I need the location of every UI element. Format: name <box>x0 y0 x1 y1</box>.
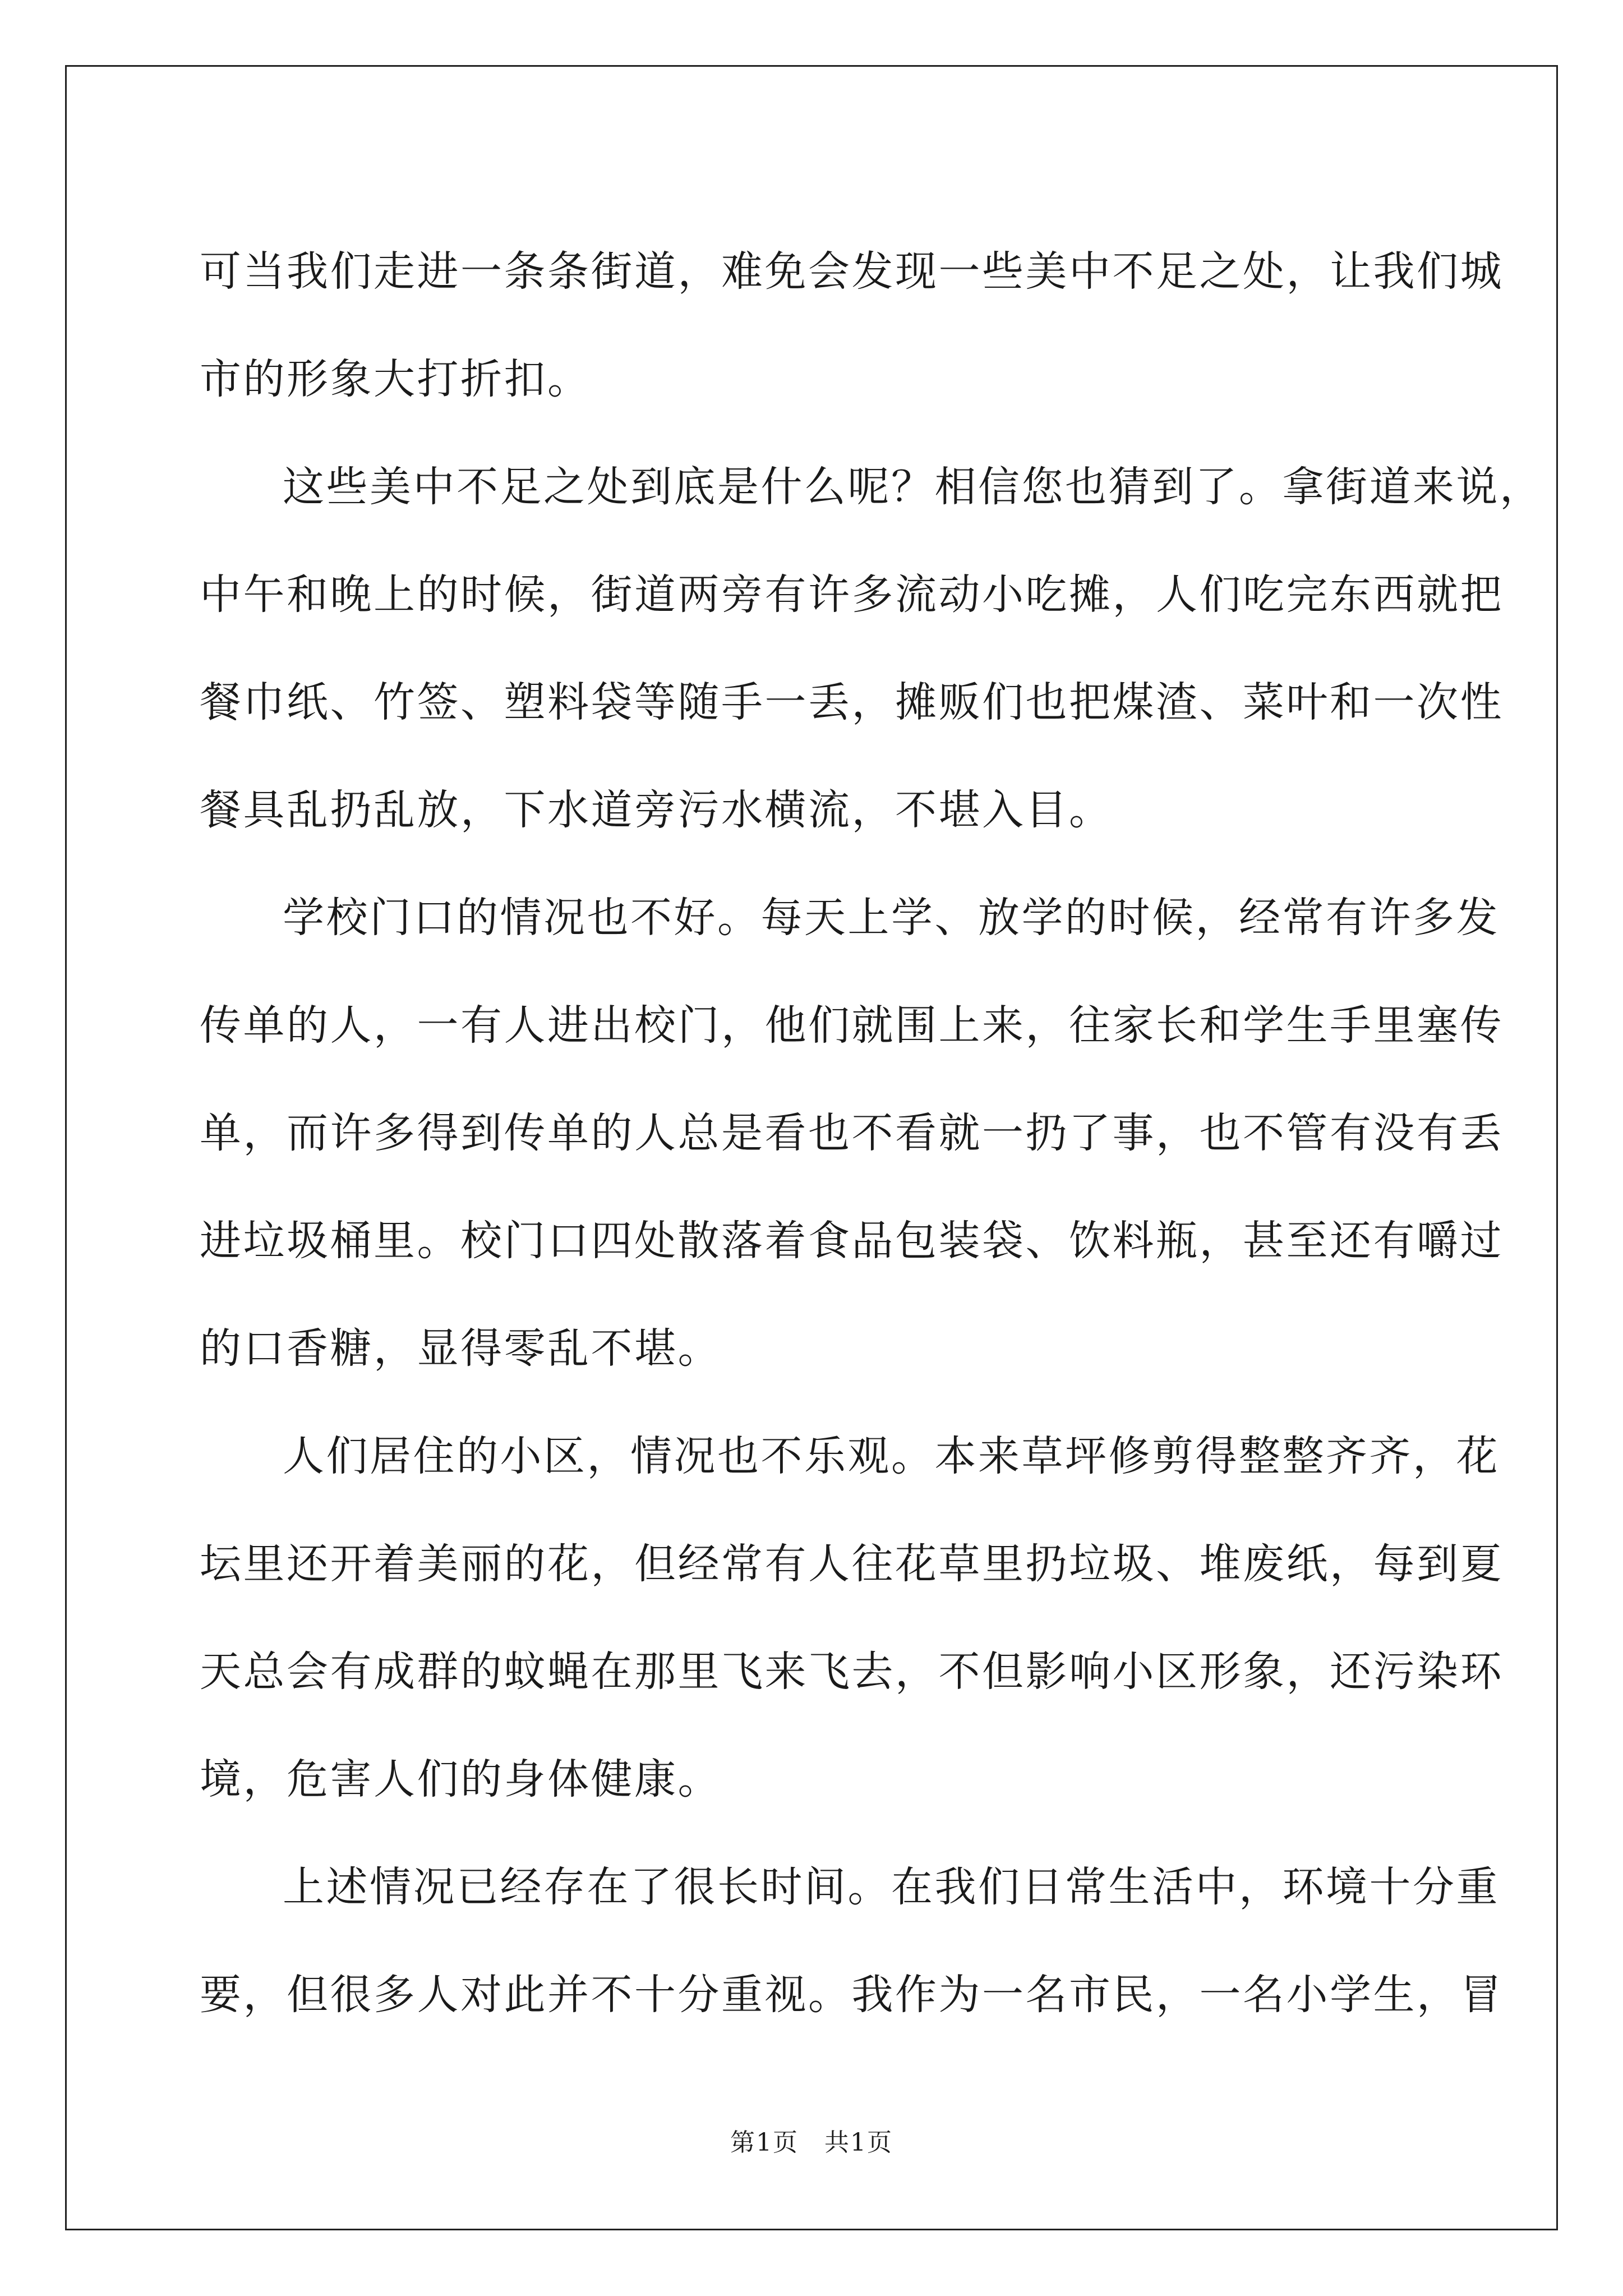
text-line: 的口香糖，显得零乱不堪。 <box>200 1324 721 1373</box>
text-line: 上述情况已经存在了很长时间。在我们日常生活中，环境十分重 <box>283 1863 1500 1911</box>
page-number: 第1页 <box>730 2128 799 2157</box>
text-line: 传单的人，一有人进出校门，他们就围上来，往家长和学生手里塞传 <box>200 1001 1504 1050</box>
text-line: 境，危害人们的身体健康。 <box>200 1755 721 1803</box>
text-line: 要，但很多人对此并不十分重视。我作为一名市民，一名小学生，冒 <box>200 1971 1504 2019</box>
paragraph-1 <box>200 218 1504 433</box>
page-footer <box>0 2126 1623 2160</box>
text-line: 人们居住的小区，情况也不乐观。本来草坪修剪得整整齐齐，花 <box>283 1432 1500 1480</box>
text-line: 餐具乱扔乱放，下水道旁污水横流，不堪入目。 <box>200 786 1113 834</box>
text-line: 进垃圾桶里。校门口四处散落着食品包装袋、饮料瓶，甚至还有嚼过 <box>200 1217 1504 1265</box>
text-line: 可当我们走进一条条街道，难免会发现一些美中不足之处，让我们城 <box>200 247 1504 296</box>
paragraph-2 <box>200 433 1543 864</box>
paragraph-5 <box>200 1833 1504 2049</box>
text-line: 天总会有成群的蚊蝇在那里飞来飞去，不但影响小区形象，还污染环 <box>200 1648 1504 1696</box>
paragraph-4 <box>200 1402 1504 1833</box>
page-total: 共1页 <box>824 2128 893 2157</box>
text-line: 单，而许多得到传单的人总是看也不看就一扔了事，也不管有没有丢 <box>200 1109 1504 1157</box>
text-line: 餐巾纸、竹签、塑料袋等随手一丢，摊贩们也把煤渣、菜叶和一次性 <box>200 678 1504 726</box>
text-line: 中午和晚上的时候，街道两旁有许多流动小吃摊，人们吃完东西就把 <box>200 570 1504 619</box>
paragraph-3 <box>200 864 1504 1402</box>
text-line: 坛里还开着美丽的花，但经常有人往花草里扔垃圾、堆废纸，每到夏 <box>200 1540 1504 1588</box>
text-line: 市的形象大打折扣。 <box>200 355 591 403</box>
document-body <box>200 218 1543 2049</box>
text-line: 学校门口的情况也不好。每天上学、放学的时候，经常有许多发 <box>283 894 1500 942</box>
text-line: 这些美中不足之处到底是什么呢？相信您也猜到了。拿街道来说， <box>283 463 1543 511</box>
